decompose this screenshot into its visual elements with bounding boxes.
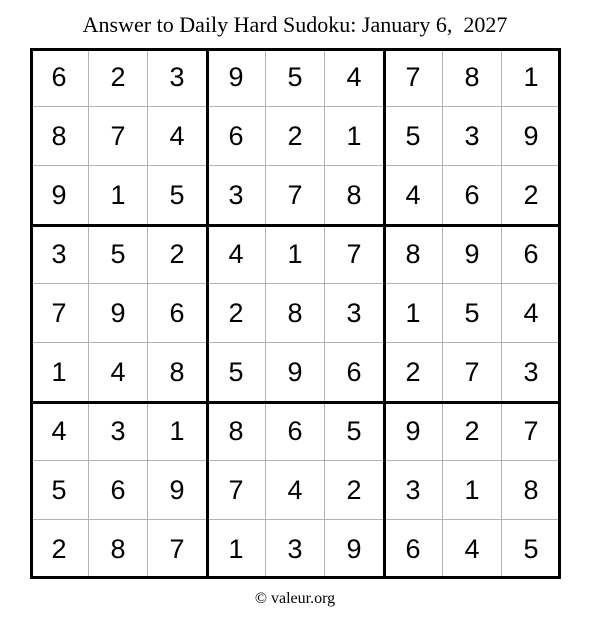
sudoku-cell-r9c5: 3 xyxy=(266,520,325,579)
sudoku-cell-r7c5: 6 xyxy=(266,402,325,461)
sudoku-cell-r5c3: 6 xyxy=(148,284,207,343)
sudoku-cell-r1c5: 5 xyxy=(266,48,325,107)
sudoku-cell-r8c6: 2 xyxy=(325,461,384,520)
sudoku-cell-r5c4: 2 xyxy=(207,284,266,343)
sudoku-cell-r5c6: 3 xyxy=(325,284,384,343)
sudoku-cell-r1c2: 2 xyxy=(89,48,148,107)
sudoku-cell-r6c3: 8 xyxy=(148,343,207,402)
sudoku-grid xyxy=(30,48,561,579)
sudoku-cell-r4c4: 4 xyxy=(207,225,266,284)
sudoku-cell-r3c6: 8 xyxy=(325,166,384,225)
sudoku-cell-r7c2: 3 xyxy=(89,402,148,461)
sudoku-cell-r6c1: 1 xyxy=(30,343,89,402)
sudoku-cell-r6c5: 9 xyxy=(266,343,325,402)
sudoku-cell-r8c3: 9 xyxy=(148,461,207,520)
sudoku-cell-r6c8: 7 xyxy=(443,343,502,402)
sudoku-cell-r2c9: 9 xyxy=(502,107,561,166)
sudoku-cell-r3c3: 5 xyxy=(148,166,207,225)
sudoku-cell-r3c7: 4 xyxy=(384,166,443,225)
sudoku-cell-r5c5: 8 xyxy=(266,284,325,343)
sudoku-cell-r1c1: 6 xyxy=(30,48,89,107)
sudoku-cell-r2c3: 4 xyxy=(148,107,207,166)
sudoku-cell-r8c2: 6 xyxy=(89,461,148,520)
sudoku-cell-r6c6: 6 xyxy=(325,343,384,402)
sudoku-cell-r9c2: 8 xyxy=(89,520,148,579)
sudoku-cell-r6c2: 4 xyxy=(89,343,148,402)
sudoku-cell-r4c9: 6 xyxy=(502,225,561,284)
sudoku-cell-r6c9: 3 xyxy=(502,343,561,402)
sudoku-cell-r4c7: 8 xyxy=(384,225,443,284)
sudoku-cell-r2c5: 2 xyxy=(266,107,325,166)
sudoku-cell-r3c9: 2 xyxy=(502,166,561,225)
sudoku-cell-r2c6: 1 xyxy=(325,107,384,166)
sudoku-cell-r8c1: 5 xyxy=(30,461,89,520)
sudoku-cell-r4c6: 7 xyxy=(325,225,384,284)
sudoku-cell-r7c6: 5 xyxy=(325,402,384,461)
sudoku-cell-r2c2: 7 xyxy=(89,107,148,166)
sudoku-cell-r7c4: 8 xyxy=(207,402,266,461)
sudoku-cell-r2c7: 5 xyxy=(384,107,443,166)
sudoku-cell-r1c8: 8 xyxy=(443,48,502,107)
copyright-footer: © valeur.org xyxy=(254,590,336,607)
sudoku-cell-r1c6: 4 xyxy=(325,48,384,107)
sudoku-cell-r7c7: 9 xyxy=(384,402,443,461)
sudoku-cell-r1c3: 3 xyxy=(148,48,207,107)
sudoku-cell-r4c5: 1 xyxy=(266,225,325,284)
sudoku-cell-r5c9: 4 xyxy=(502,284,561,343)
sudoku-cell-r5c7: 1 xyxy=(384,284,443,343)
sudoku-cell-r8c4: 7 xyxy=(207,461,266,520)
sudoku-cell-r1c7: 7 xyxy=(384,48,443,107)
sudoku-cell-r3c2: 1 xyxy=(89,166,148,225)
sudoku-cell-r4c2: 5 xyxy=(89,225,148,284)
sudoku-cell-r5c2: 9 xyxy=(89,284,148,343)
sudoku-cell-r3c8: 6 xyxy=(443,166,502,225)
sudoku-cell-r2c1: 8 xyxy=(30,107,89,166)
sudoku-cell-r4c3: 2 xyxy=(148,225,207,284)
sudoku-cell-r1c4: 9 xyxy=(207,48,266,107)
sudoku-cell-r9c3: 7 xyxy=(148,520,207,579)
sudoku-cell-r4c1: 3 xyxy=(30,225,89,284)
sudoku-cell-r8c9: 8 xyxy=(502,461,561,520)
sudoku-cell-r8c8: 1 xyxy=(443,461,502,520)
sudoku-cell-r5c8: 5 xyxy=(443,284,502,343)
sudoku-cell-r9c7: 6 xyxy=(384,520,443,579)
sudoku-cell-r1c9: 1 xyxy=(502,48,561,107)
sudoku-cell-r7c3: 1 xyxy=(148,402,207,461)
sudoku-cell-r9c9: 5 xyxy=(502,520,561,579)
sudoku-cell-r7c8: 2 xyxy=(443,402,502,461)
sudoku-cell-r9c8: 4 xyxy=(443,520,502,579)
sudoku-cell-r7c9: 7 xyxy=(502,402,561,461)
sudoku-cell-r5c1: 7 xyxy=(30,284,89,343)
page-title: Answer to Daily Hard Sudoku: January 6, 2027 xyxy=(82,12,508,37)
sudoku-cell-r8c5: 4 xyxy=(266,461,325,520)
sudoku-cell-r6c7: 2 xyxy=(384,343,443,402)
sudoku-cell-r3c4: 3 xyxy=(207,166,266,225)
sudoku-cell-r2c4: 6 xyxy=(207,107,266,166)
sudoku-cell-r6c4: 5 xyxy=(207,343,266,402)
sudoku-cell-r8c7: 3 xyxy=(384,461,443,520)
sudoku-cell-r2c8: 3 xyxy=(443,107,502,166)
sudoku-cell-r9c4: 1 xyxy=(207,520,266,579)
sudoku-cell-r3c5: 7 xyxy=(266,166,325,225)
sudoku-cell-r7c1: 4 xyxy=(30,402,89,461)
sudoku-board xyxy=(30,48,561,579)
sudoku-cell-r4c8: 9 xyxy=(443,225,502,284)
sudoku-cell-r9c6: 9 xyxy=(325,520,384,579)
sudoku-cell-r9c1: 2 xyxy=(30,520,89,579)
sudoku-cell-r3c1: 9 xyxy=(30,166,89,225)
